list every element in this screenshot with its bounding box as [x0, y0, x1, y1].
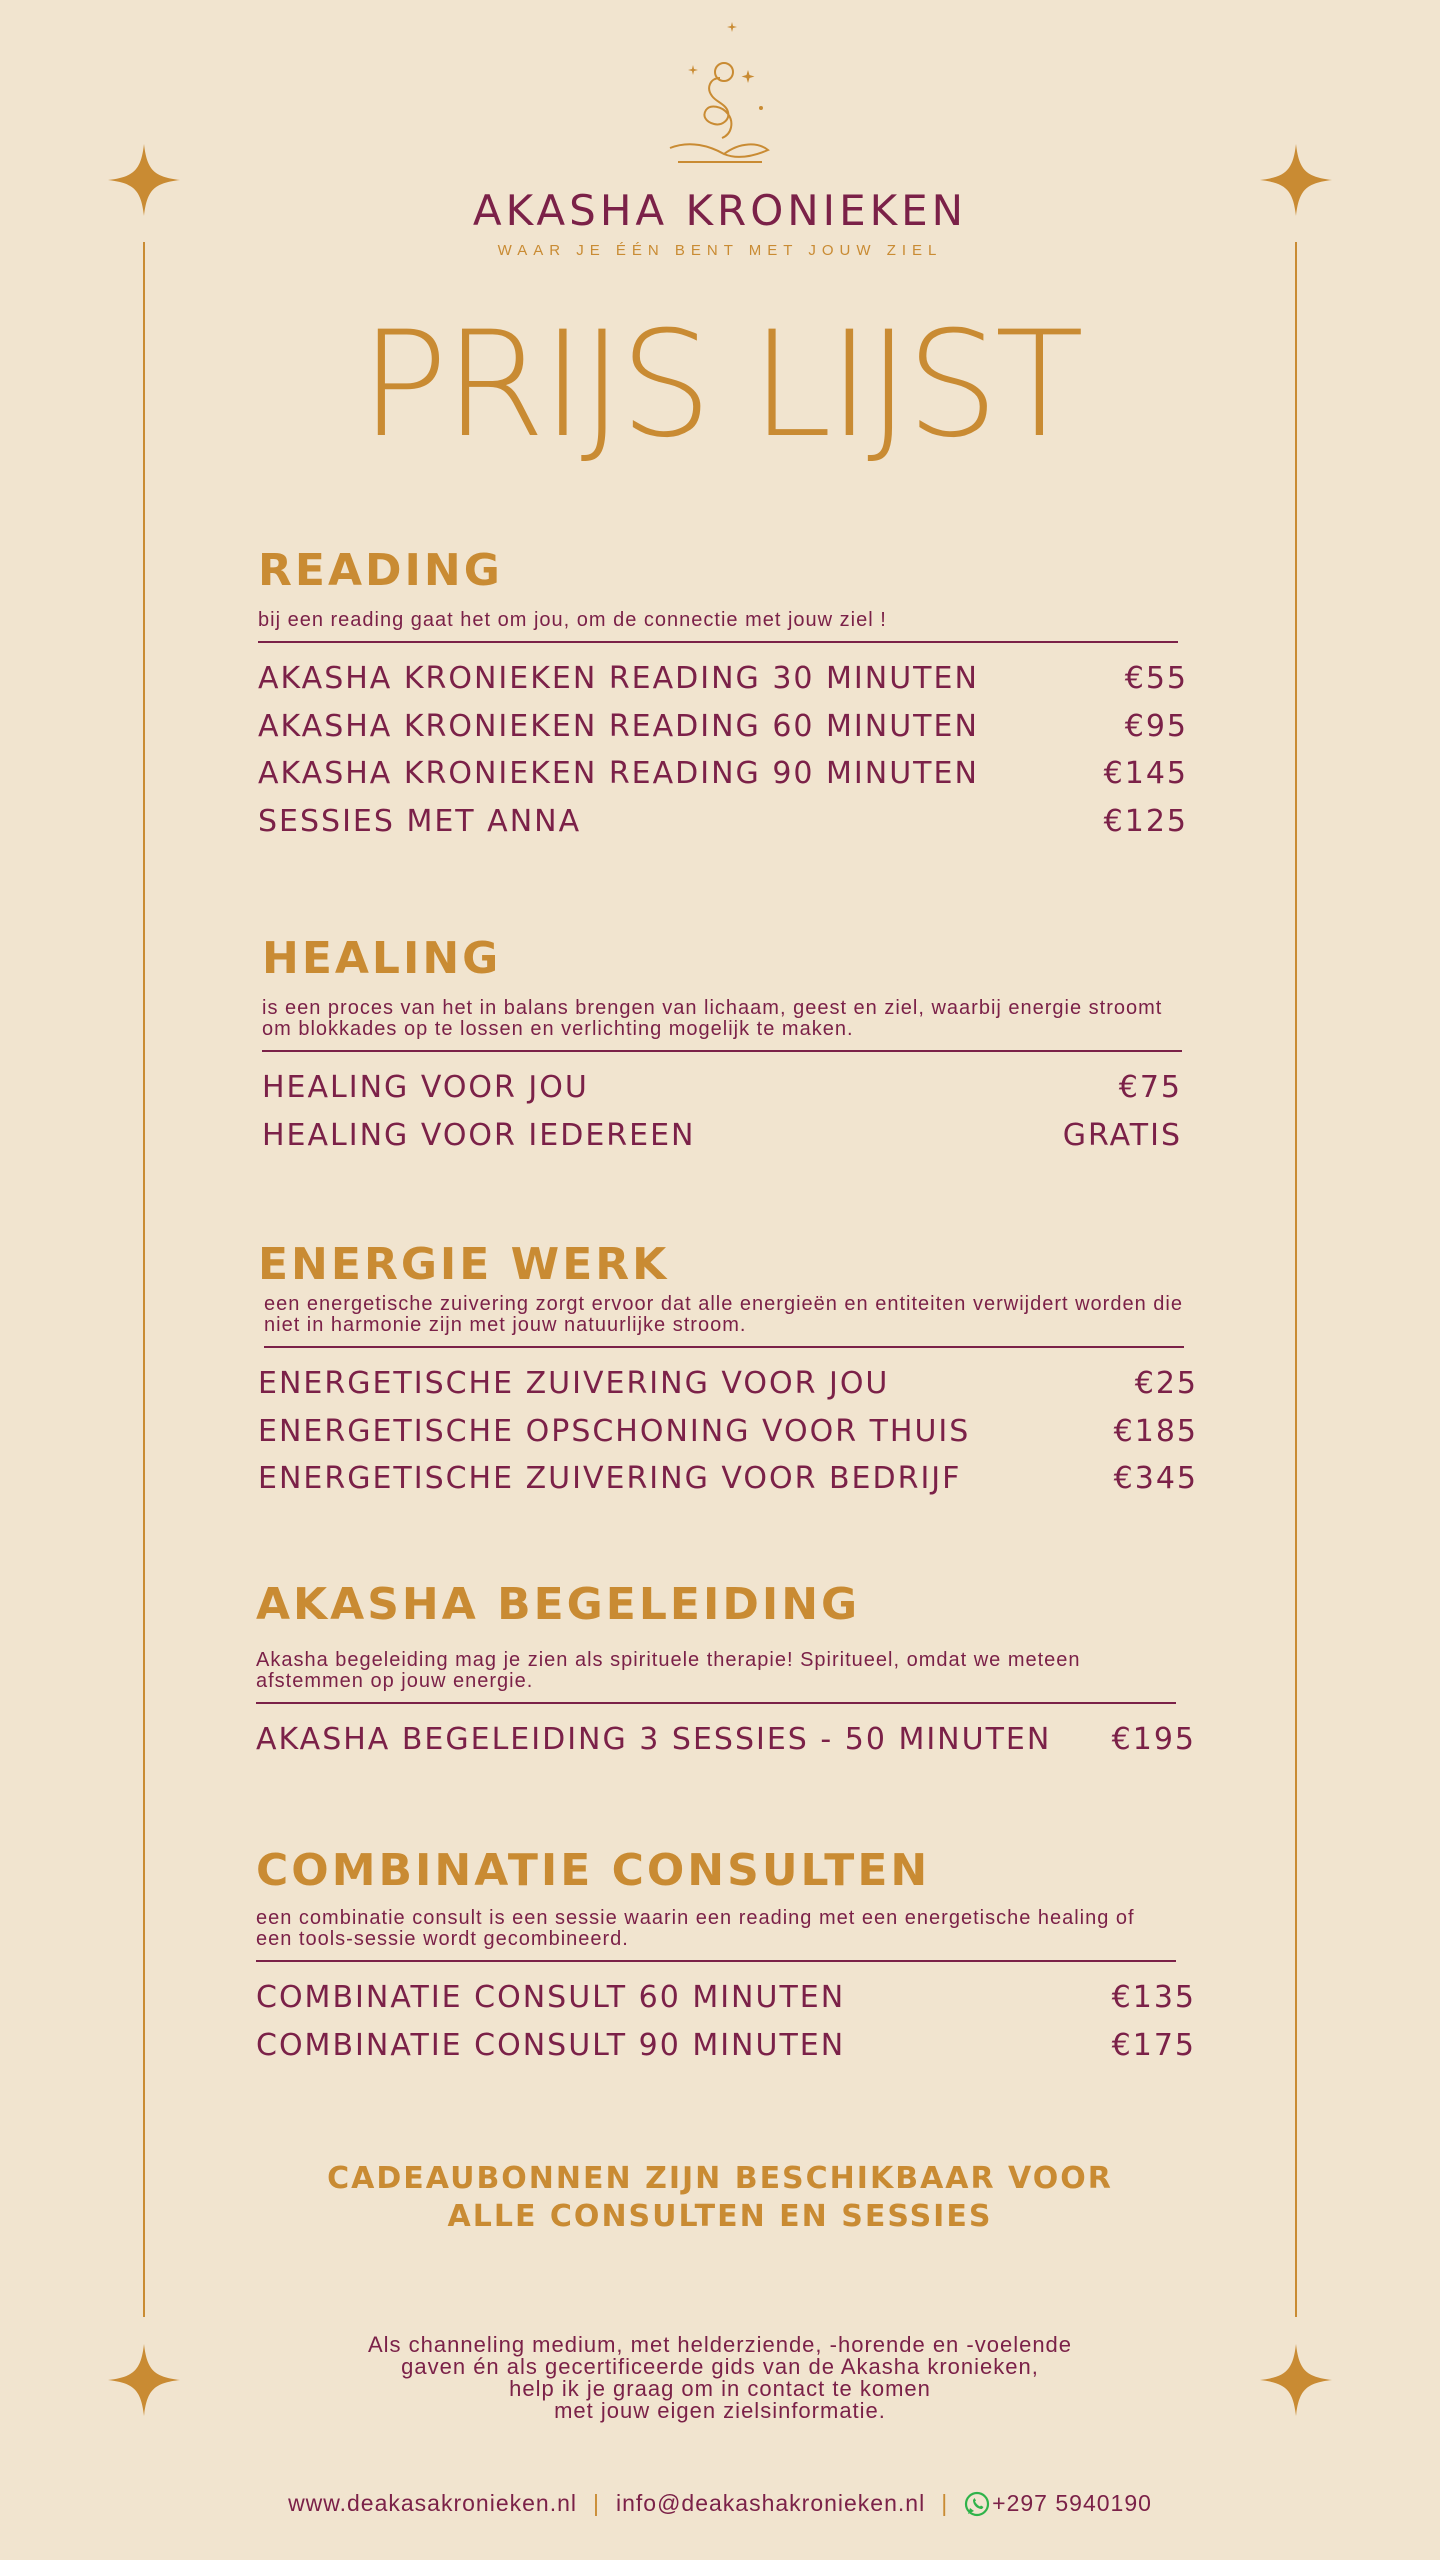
item-name: HEALING VOOR IEDEREEN [262, 1117, 696, 1153]
divider [262, 1050, 1182, 1052]
brand-name: AKASHA KRONIEKEN [472, 186, 968, 235]
item-price: €55 [1124, 661, 1188, 697]
about-line: Als channeling medium, met helderziende, -horende en -voelende [367, 2332, 1073, 2357]
section-reading [258, 546, 1198, 845]
about-text [0, 2334, 1440, 2422]
section-energie-werk [258, 1240, 1198, 1503]
phone-number: +297 5940190 [992, 2490, 1152, 2516]
about-line: help ik je graag om in contact te komen [509, 2376, 931, 2401]
gift-voucher-notice [0, 2160, 1440, 2236]
meditating-figure-icon [630, 20, 810, 185]
section-title: AKASHA BEGELEIDING [256, 1579, 861, 1630]
gift-line: CADEAUBONNEN ZIJN BESCHIKBAAR VOOR [327, 2161, 1113, 2196]
phone-contact[interactable] [964, 2490, 1152, 2517]
price-row [256, 2022, 1196, 2070]
gift-line: ALLE CONSULTEN EN SESSIES [447, 2199, 993, 2234]
price-list [262, 1064, 1202, 1159]
item-price: €185 [1113, 1413, 1198, 1449]
price-row [258, 1408, 1198, 1456]
section-akasha-begeleiding [256, 1580, 1196, 1764]
section-title: ENERGIE WERK [258, 1239, 670, 1290]
item-name: AKASHA KRONIEKEN READING 90 MINUTEN [258, 756, 979, 792]
item-name: SESSIES MET ANNA [258, 803, 582, 839]
price-list [258, 1360, 1198, 1503]
item-price: €135 [1111, 1980, 1196, 2016]
brand-tagline: WAAR JE ÉÉN BENT MET JOUW ZIEL [497, 242, 943, 259]
price-list [256, 1716, 1196, 1764]
website-link[interactable]: www.deakasakronieken.nl [288, 2490, 577, 2516]
item-price: €345 [1113, 1461, 1198, 1497]
section-description: bij een reading gaat het om jou, om de connectie met jouw ziel ! [258, 609, 887, 631]
divider [264, 1346, 1184, 1348]
price-row [262, 1064, 1182, 1112]
item-price: €175 [1111, 2027, 1196, 2063]
section-title: HEALING [262, 933, 502, 984]
item-name: ENERGETISCHE OPSCHONING VOOR THUIS [258, 1413, 971, 1449]
whatsapp-icon [964, 2491, 990, 2517]
item-name: AKASHA KRONIEKEN READING 30 MINUTEN [258, 661, 979, 697]
price-row [258, 1455, 1198, 1503]
about-line: gaven én als gecertificeerde gids van de Akasha kronieken, [401, 2354, 1039, 2379]
price-row [258, 655, 1188, 703]
footer-contact [0, 2490, 1440, 2517]
item-price: €125 [1103, 803, 1188, 839]
section-healing [262, 934, 1202, 1159]
about-line: met jouw eigen zielsinformatie. [554, 2398, 886, 2423]
item-price: €195 [1111, 1722, 1196, 1758]
item-name: HEALING VOOR JOU [262, 1070, 589, 1106]
item-name: AKASHA BEGELEIDING 3 SESSIES - 50 MINUTEN [256, 1722, 1052, 1758]
price-row [258, 1360, 1198, 1408]
logo [0, 20, 1440, 190]
item-price: €75 [1118, 1070, 1182, 1106]
divider [256, 1960, 1176, 1962]
price-row [258, 750, 1188, 798]
price-row [256, 1974, 1196, 2022]
section-description: een energetische zuivering zorgt ervoor dat alle energieën en entiteiten verwijdert worden die niet in harmonie zijn met jouw natuurlijke stroom. [264, 1293, 1183, 1336]
item-name: ENERGETISCHE ZUIVERING VOOR BEDRIJF [258, 1461, 962, 1497]
divider [258, 641, 1178, 643]
section-description: Akasha begeleiding mag je zien als spirituele therapie! Spiritueel, omdat we meteen afstemmen op jouw energie. [256, 1649, 1081, 1692]
separator: | [941, 2490, 949, 2516]
price-list [256, 1974, 1196, 2069]
item-name: AKASHA KRONIEKEN READING 60 MINUTEN [258, 708, 979, 744]
price-row [262, 1112, 1182, 1160]
section-description: is een proces van het in balans brengen van lichaam, geest en ziel, waarbij energie stroomt om blokkades op te lossen en verlichting mogelijk te maken. [262, 997, 1163, 1040]
price-row [256, 1716, 1196, 1764]
item-name: ENERGETISCHE ZUIVERING VOOR JOU [258, 1366, 890, 1402]
item-price: GRATIS [1062, 1117, 1182, 1153]
section-title: COMBINATIE CONSULTEN [256, 1845, 931, 1896]
item-name: COMBINATIE CONSULT 90 MINUTEN [256, 2027, 846, 2063]
section-description: een combinatie consult is een sessie waarin een reading met een energetische healing of een tools-sessie wordt gecombineerd. [256, 1907, 1135, 1950]
right-border-line [1295, 242, 1297, 2317]
item-name: COMBINATIE CONSULT 60 MINUTEN [256, 1980, 846, 2016]
section-title: READING [258, 545, 503, 596]
left-border-line [143, 242, 145, 2317]
item-price: €25 [1134, 1366, 1198, 1402]
email-link[interactable]: info@deakashakronieken.nl [615, 2490, 926, 2516]
price-row [258, 798, 1188, 846]
price-list [258, 655, 1198, 845]
section-combinatie-consulten [256, 1846, 1196, 2069]
page-title: PRIJS LIJST [359, 300, 1080, 470]
item-price: €145 [1103, 756, 1188, 792]
divider [256, 1702, 1176, 1704]
item-price: €95 [1124, 708, 1188, 744]
price-row [258, 703, 1188, 751]
separator: | [593, 2490, 600, 2516]
